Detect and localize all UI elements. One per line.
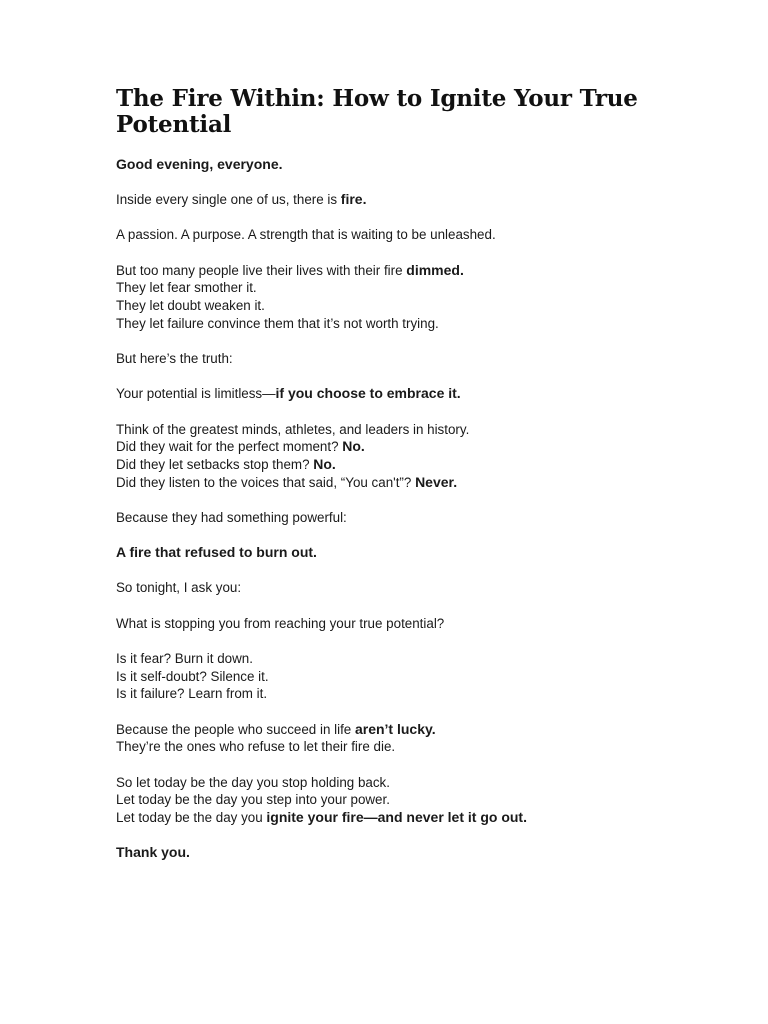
text-run: Your potential is limitless— [116,386,276,402]
text-line [116,474,716,492]
document-body [116,156,716,862]
text-run: Inside every single one of us, there is [116,192,341,208]
bold-text: No. [342,438,365,455]
text-line [116,791,716,809]
bold-text: if you choose to embrace it. [275,385,461,402]
text-run: Let today be the day you [116,810,267,826]
paragraph [116,650,716,703]
text-line [116,774,716,792]
text-line [116,438,716,456]
text-line [116,456,716,474]
text-run: Is it failure? Learn from it. [116,686,268,702]
text-run: So let today be the day you stop holding back. [116,774,390,790]
paragraph [116,615,716,633]
text-line [116,191,716,209]
bold-text: aren’t lucky. [354,720,436,737]
text-line [116,279,716,297]
bold-text: No. [313,456,336,473]
bold-text: Good evening, everyone. [116,156,283,172]
text-run: But too many people live their lives with their fire [116,262,407,278]
bold-text: fire. [340,191,367,208]
paragraph [116,721,716,757]
text-run: A passion. A purpose. A strength that is waiting to be unleashed. [116,227,496,243]
text-run: Let today be the day you step into your power. [116,792,390,808]
text-run: They’re the ones who refuse to let their fire die. [116,739,396,755]
text-line [116,156,716,174]
text-line [116,844,716,862]
text-line [116,809,716,827]
text-run: Because they had something powerful: [116,510,347,526]
text-run: Is it fear? Burn it down. [116,650,253,666]
text-run: So tonight, I ask you: [116,580,242,596]
paragraph [116,262,716,333]
bold-text: ignite your fire—and never let it go out. [266,809,527,826]
text-run: Think of the greatest minds, athletes, and leaders in history. [116,421,470,437]
text-run: Did they let setbacks stop them? [116,457,314,473]
paragraph [116,350,716,368]
text-run: They let failure convince them that it’s not worth trying. [116,315,439,331]
text-line [116,615,716,633]
text-line [116,297,716,315]
text-run: They let fear smother it. [116,280,257,296]
text-run: Is it self-doubt? Silence it. [116,668,269,684]
text-run: What is stopping you from reaching your true potential? [116,615,445,631]
paragraph [116,226,716,244]
text-line [116,721,716,739]
paragraph [116,421,716,492]
paragraph [116,844,716,862]
text-run: Did they wait for the perfect moment? [116,439,343,455]
bold-text: A fire that refused to burn out. [116,544,317,561]
text-line [116,421,716,439]
text-line [116,509,716,527]
text-run: Because the people who succeed in life [116,721,355,737]
text-run: Did they listen to the voices that said, “You can't”? [116,474,416,490]
paragraph [116,774,716,827]
text-run: They let doubt weaken it. [116,298,265,314]
paragraph [116,579,716,597]
paragraph [116,156,716,174]
text-run: But here’s the truth: [116,351,233,367]
document-page [116,86,716,880]
document-title: The Fire Within: How to Ignite Your True Potential [116,85,638,138]
text-line [116,579,716,597]
bold-text: dimmed. [406,261,464,278]
text-line [116,315,716,333]
paragraph [116,509,716,527]
text-line [116,226,716,244]
text-line [116,650,716,668]
text-line [116,262,716,280]
text-line [116,668,716,686]
text-line [116,385,716,403]
text-line [116,738,716,756]
bold-text: Thank you. [116,844,190,861]
text-line [116,544,716,562]
paragraph [116,385,716,403]
text-line [116,350,716,368]
text-line [116,685,716,703]
bold-text: Never. [415,473,458,490]
paragraph [116,544,716,562]
paragraph [116,191,716,209]
